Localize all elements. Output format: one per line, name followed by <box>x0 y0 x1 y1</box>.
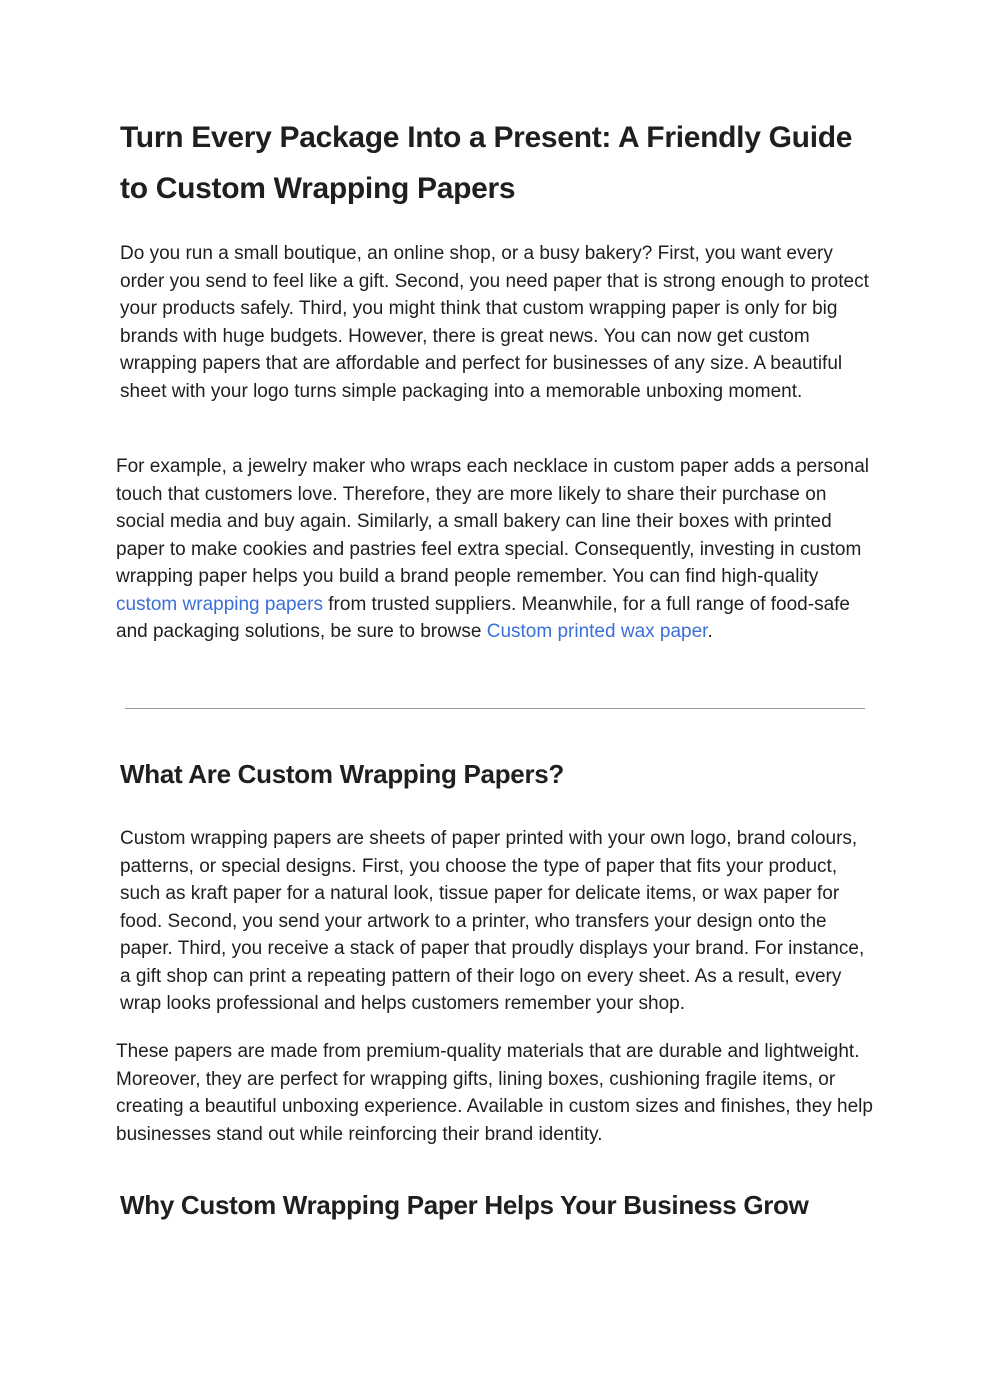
section1-paragraph1: Custom wrapping papers are sheets of paper printed with your own logo, brand colours, patterns, or special designs. First, you choose the type of paper that fits your product, such as kraft paper for a natural look, tissue paper for delicate items, or wax paper for food. Second, you send your artwork to a printer, who transfers your design onto the paper. Third, you receive a stack of paper that proudly displays your brand. For instance, a gift shop can print a repeating pattern of their logo on every sheet. As a result, every wrap looks professional and helps customers remember your shop. <box>120 828 865 1014</box>
section-heading-why-grow: Why Custom Wrapping Paper Helps Your Business Grow <box>120 1190 809 1220</box>
example-paragraph <box>116 453 876 646</box>
example-text-part1: For example, a jewelry maker who wraps each necklace in custom paper adds a personal touch that customers love. Therefore, they are more likely to share their purchase on social media and buy again. Similarly, a small bakery can line their boxes with printed paper to make cookies and pastries feel extra special. Consequently, investing in custom wrapping paper helps you build a brand people remember. You can find high-quality <box>116 456 869 587</box>
horizontal-divider <box>125 708 865 709</box>
article-title: Turn Every Package Into a Present: A Friendly Guide to Custom Wrapping Papers <box>120 121 853 205</box>
example-text-part3: . <box>707 621 713 642</box>
custom-wrapping-papers-link[interactable]: custom wrapping papers <box>116 593 323 615</box>
example-text-part2: from trusted suppliers. Meanwhile, for a full range of food-safe and packaging solutions, be sure to browse <box>116 593 850 642</box>
intro-paragraph: Do you run a small boutique, an online shop, or a busy bakery? First, you want every order you send to feel like a gift. Second, you need paper that is strong enough to protect your products safely. Third, you might think that custom wrapping paper is only for big brands with huge budgets. However, there is great news. You can now get custom wrapping papers that are affordable and perfect for businesses of any size. A beautiful sheet with your logo turns simple packaging into a memorable unboxing moment. <box>120 243 869 402</box>
section1-paragraph2: These papers are made from premium-quality materials that are durable and lightweight. Moreover, they are perfect for wrapping gifts, lining boxes, cushioning fragile items, or creating a beautiful unboxing experience. Available in custom sizes and finishes, they help businesses stand out while reinforcing their brand identity. <box>116 1041 873 1145</box>
custom-printed-wax-paper-link[interactable]: Custom printed wax paper <box>486 621 708 642</box>
section-heading-what-are: What Are Custom Wrapping Papers? <box>120 759 565 789</box>
